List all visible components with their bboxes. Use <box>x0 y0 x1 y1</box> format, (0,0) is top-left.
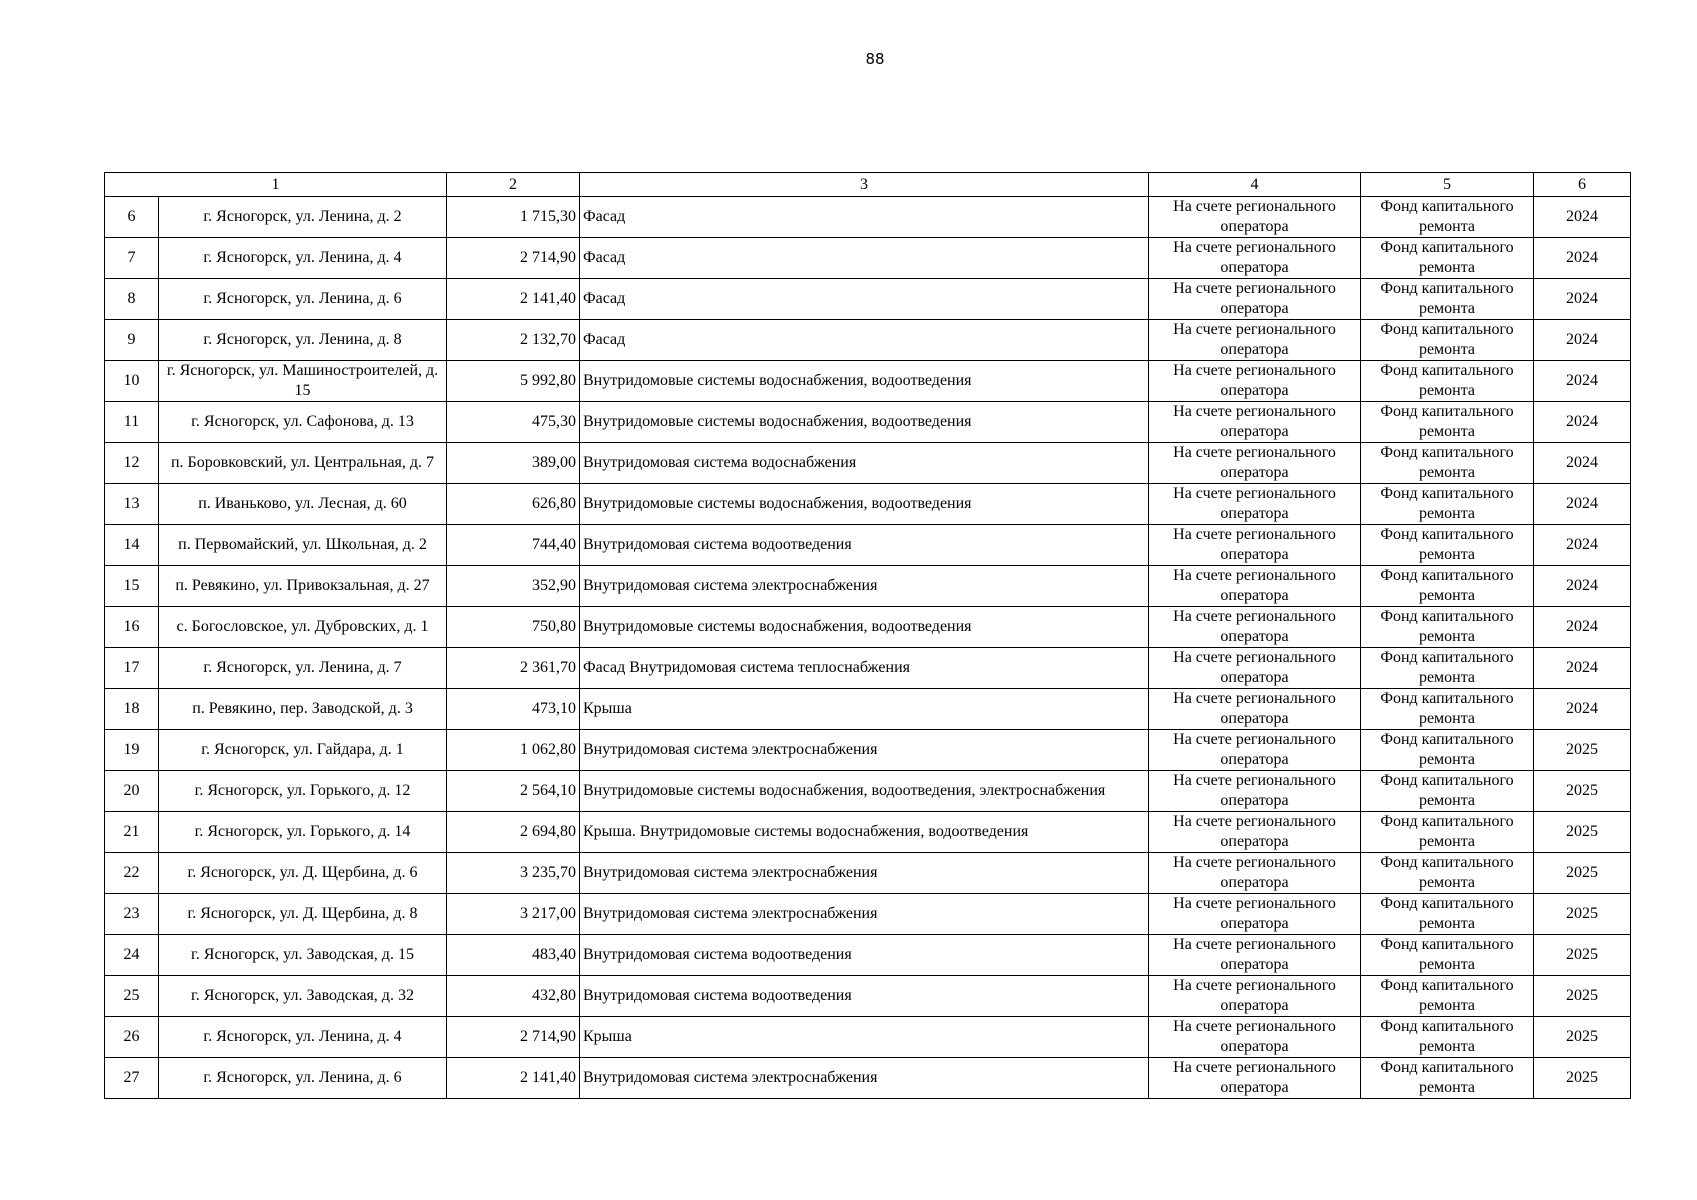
table-row <box>105 812 1631 853</box>
funding-source-cell: Фонд капитального ремонта <box>1361 607 1534 648</box>
fund-account-cell: На счете регионального оператора <box>1149 279 1361 320</box>
table-row <box>105 935 1631 976</box>
works-cell: Крыша. Внутридомовые системы водоснабжения, водоотведения <box>580 812 1149 853</box>
year-cell: 2024 <box>1534 238 1631 279</box>
page-number: 88 <box>865 50 885 68</box>
area-cell: 2 564,10 <box>447 771 580 812</box>
row-number: 15 <box>105 566 159 607</box>
row-number: 17 <box>105 648 159 689</box>
fund-account-cell: На счете регионального оператора <box>1149 525 1361 566</box>
header-cell-3: 3 <box>580 173 1149 197</box>
area-cell: 2 714,90 <box>447 1017 580 1058</box>
funding-source-cell: Фонд капитального ремонта <box>1361 238 1534 279</box>
address-cell: г. Ясногорск, ул. Д. Щербина, д. 8 <box>159 894 447 935</box>
year-cell: 2024 <box>1534 689 1631 730</box>
header-cell-5: 5 <box>1361 173 1534 197</box>
year-cell: 2024 <box>1534 197 1631 238</box>
address-cell: г. Ясногорск, ул. Машиностроителей, д. 15 <box>159 361 447 402</box>
table-body <box>105 197 1631 1099</box>
year-cell: 2024 <box>1534 320 1631 361</box>
row-number: 12 <box>105 443 159 484</box>
funding-source-cell: Фонд капитального ремонта <box>1361 443 1534 484</box>
address-cell: г. Ясногорск, ул. Ленина, д. 2 <box>159 197 447 238</box>
area-cell: 2 714,90 <box>447 238 580 279</box>
fund-account-cell: На счете регионального оператора <box>1149 894 1361 935</box>
area-cell: 2 132,70 <box>447 320 580 361</box>
year-cell: 2025 <box>1534 1058 1631 1099</box>
year-cell: 2024 <box>1534 648 1631 689</box>
funding-source-cell: Фонд капитального ремонта <box>1361 525 1534 566</box>
table-row <box>105 484 1631 525</box>
row-number: 7 <box>105 238 159 279</box>
row-number: 9 <box>105 320 159 361</box>
works-cell: Крыша <box>580 1017 1149 1058</box>
year-cell: 2024 <box>1534 607 1631 648</box>
area-cell: 626,80 <box>447 484 580 525</box>
funding-source-cell: Фонд капитального ремонта <box>1361 771 1534 812</box>
table-row <box>105 607 1631 648</box>
funding-source-cell: Фонд капитального ремонта <box>1361 689 1534 730</box>
row-number: 24 <box>105 935 159 976</box>
row-number: 19 <box>105 730 159 771</box>
address-cell: г. Ясногорск, ул. Ленина, д. 6 <box>159 1058 447 1099</box>
address-cell: г. Ясногорск, ул. Ленина, д. 7 <box>159 648 447 689</box>
capital-repair-table <box>104 172 1631 1099</box>
year-cell: 2024 <box>1534 402 1631 443</box>
table-row <box>105 689 1631 730</box>
address-cell: г. Ясногорск, ул. Ленина, д. 8 <box>159 320 447 361</box>
funding-source-cell: Фонд капитального ремонта <box>1361 976 1534 1017</box>
fund-account-cell: На счете регионального оператора <box>1149 730 1361 771</box>
area-cell: 2 361,70 <box>447 648 580 689</box>
works-cell: Внутридомовая система электроснабжения <box>580 566 1149 607</box>
works-cell: Фасад <box>580 279 1149 320</box>
table-row <box>105 1058 1631 1099</box>
funding-source-cell: Фонд капитального ремонта <box>1361 361 1534 402</box>
row-number: 11 <box>105 402 159 443</box>
works-cell: Внутридомовая система водоотведения <box>580 525 1149 566</box>
header-cell-6: 6 <box>1534 173 1631 197</box>
table-header-row <box>105 173 1631 197</box>
fund-account-cell: На счете регионального оператора <box>1149 853 1361 894</box>
area-cell: 2 141,40 <box>447 1058 580 1099</box>
table-row <box>105 894 1631 935</box>
funding-source-cell: Фонд капитального ремонта <box>1361 1058 1534 1099</box>
works-cell: Внутридомовые системы водоснабжения, водоотведения <box>580 484 1149 525</box>
year-cell: 2025 <box>1534 894 1631 935</box>
table-row <box>105 238 1631 279</box>
fund-account-cell: На счете регионального оператора <box>1149 812 1361 853</box>
fund-account-cell: На счете регионального оператора <box>1149 443 1361 484</box>
works-cell: Внутридомовые системы водоснабжения, водоотведения <box>580 402 1149 443</box>
table-row <box>105 320 1631 361</box>
address-cell: г. Ясногорск, ул. Горького, д. 14 <box>159 812 447 853</box>
fund-account-cell: На счете регионального оператора <box>1149 197 1361 238</box>
works-cell: Фасад Внутридомовая система теплоснабжения <box>580 648 1149 689</box>
area-cell: 2 141,40 <box>447 279 580 320</box>
table-row <box>105 730 1631 771</box>
funding-source-cell: Фонд капитального ремонта <box>1361 1017 1534 1058</box>
fund-account-cell: На счете регионального оператора <box>1149 976 1361 1017</box>
funding-source-cell: Фонд капитального ремонта <box>1361 566 1534 607</box>
table-row <box>105 197 1631 238</box>
table-row <box>105 976 1631 1017</box>
row-number: 16 <box>105 607 159 648</box>
table-row <box>105 1017 1631 1058</box>
area-cell: 3 217,00 <box>447 894 580 935</box>
works-cell: Крыша <box>580 689 1149 730</box>
row-number: 21 <box>105 812 159 853</box>
table-row <box>105 443 1631 484</box>
works-cell: Внутридомовая система водоотведения <box>580 935 1149 976</box>
table-row <box>105 402 1631 443</box>
works-cell: Фасад <box>580 238 1149 279</box>
area-cell: 744,40 <box>447 525 580 566</box>
address-cell: г. Ясногорск, ул. Заводская, д. 32 <box>159 976 447 1017</box>
table-row <box>105 566 1631 607</box>
row-number: 26 <box>105 1017 159 1058</box>
fund-account-cell: На счете регионального оператора <box>1149 402 1361 443</box>
fund-account-cell: На счете регионального оператора <box>1149 689 1361 730</box>
table-row <box>105 648 1631 689</box>
fund-account-cell: На счете регионального оператора <box>1149 484 1361 525</box>
works-cell: Внутридомовая система электроснабжения <box>580 1058 1149 1099</box>
address-cell: п. Первомайский, ул. Школьная, д. 2 <box>159 525 447 566</box>
row-number: 10 <box>105 361 159 402</box>
fund-account-cell: На счете регионального оператора <box>1149 238 1361 279</box>
area-cell: 2 694,80 <box>447 812 580 853</box>
area-cell: 1 062,80 <box>447 730 580 771</box>
header-cell-2: 2 <box>447 173 580 197</box>
address-cell: г. Ясногорск, ул. Гайдара, д. 1 <box>159 730 447 771</box>
funding-source-cell: Фонд капитального ремонта <box>1361 320 1534 361</box>
works-cell: Внутридомовые системы водоснабжения, водоотведения <box>580 361 1149 402</box>
address-cell: г. Ясногорск, ул. Горького, д. 12 <box>159 771 447 812</box>
fund-account-cell: На счете регионального оператора <box>1149 771 1361 812</box>
year-cell: 2025 <box>1534 935 1631 976</box>
year-cell: 2025 <box>1534 853 1631 894</box>
address-cell: г. Ясногорск, ул. Ленина, д. 4 <box>159 238 447 279</box>
year-cell: 2025 <box>1534 976 1631 1017</box>
address-cell: п. Боровковский, ул. Центральная, д. 7 <box>159 443 447 484</box>
area-cell: 3 235,70 <box>447 853 580 894</box>
fund-account-cell: На счете регионального оператора <box>1149 361 1361 402</box>
works-cell: Внутридомовая система электроснабжения <box>580 894 1149 935</box>
table-row <box>105 361 1631 402</box>
funding-source-cell: Фонд капитального ремонта <box>1361 197 1534 238</box>
row-number: 6 <box>105 197 159 238</box>
fund-account-cell: На счете регионального оператора <box>1149 935 1361 976</box>
row-number: 27 <box>105 1058 159 1099</box>
funding-source-cell: Фонд капитального ремонта <box>1361 484 1534 525</box>
funding-source-cell: Фонд капитального ремонта <box>1361 853 1534 894</box>
area-cell: 750,80 <box>447 607 580 648</box>
row-number: 20 <box>105 771 159 812</box>
row-number: 25 <box>105 976 159 1017</box>
works-cell: Внутридомовая система водоотведения <box>580 976 1149 1017</box>
area-cell: 5 992,80 <box>447 361 580 402</box>
address-cell: п. Иваньково, ул. Лесная, д. 60 <box>159 484 447 525</box>
row-number: 8 <box>105 279 159 320</box>
funding-source-cell: Фонд капитального ремонта <box>1361 935 1534 976</box>
row-number: 22 <box>105 853 159 894</box>
address-cell: г. Ясногорск, ул. Ленина, д. 6 <box>159 279 447 320</box>
fund-account-cell: На счете регионального оператора <box>1149 320 1361 361</box>
fund-account-cell: На счете регионального оператора <box>1149 607 1361 648</box>
year-cell: 2025 <box>1534 1017 1631 1058</box>
year-cell: 2025 <box>1534 812 1631 853</box>
works-cell: Внутридомовая система электроснабжения <box>580 730 1149 771</box>
row-number: 18 <box>105 689 159 730</box>
year-cell: 2024 <box>1534 525 1631 566</box>
year-cell: 2024 <box>1534 443 1631 484</box>
funding-source-cell: Фонд капитального ремонта <box>1361 648 1534 689</box>
year-cell: 2025 <box>1534 771 1631 812</box>
works-cell: Фасад <box>580 320 1149 361</box>
year-cell: 2024 <box>1534 566 1631 607</box>
area-cell: 352,90 <box>447 566 580 607</box>
address-cell: с. Богословское, ул. Дубровских, д. 1 <box>159 607 447 648</box>
year-cell: 2024 <box>1534 279 1631 320</box>
year-cell: 2024 <box>1534 361 1631 402</box>
funding-source-cell: Фонд капитального ремонта <box>1361 812 1534 853</box>
address-cell: п. Ревякино, пер. Заводской, д. 3 <box>159 689 447 730</box>
fund-account-cell: На счете регионального оператора <box>1149 648 1361 689</box>
area-cell: 475,30 <box>447 402 580 443</box>
area-cell: 483,40 <box>447 935 580 976</box>
table-row <box>105 771 1631 812</box>
row-number: 13 <box>105 484 159 525</box>
address-cell: г. Ясногорск, ул. Ленина, д. 4 <box>159 1017 447 1058</box>
header-cell-1: 1 <box>105 173 447 197</box>
year-cell: 2025 <box>1534 730 1631 771</box>
table-row <box>105 279 1631 320</box>
address-cell: г. Ясногорск, ул. Сафонова, д. 13 <box>159 402 447 443</box>
area-cell: 473,10 <box>447 689 580 730</box>
funding-source-cell: Фонд капитального ремонта <box>1361 279 1534 320</box>
table-row <box>105 853 1631 894</box>
fund-account-cell: На счете регионального оператора <box>1149 566 1361 607</box>
address-cell: г. Ясногорск, ул. Заводская, д. 15 <box>159 935 447 976</box>
fund-account-cell: На счете регионального оператора <box>1149 1058 1361 1099</box>
works-cell: Внутридомовые системы водоснабжения, водоотведения <box>580 607 1149 648</box>
area-cell: 432,80 <box>447 976 580 1017</box>
works-cell: Внутридомовая система электроснабжения <box>580 853 1149 894</box>
year-cell: 2024 <box>1534 484 1631 525</box>
area-cell: 389,00 <box>447 443 580 484</box>
area-cell: 1 715,30 <box>447 197 580 238</box>
address-cell: п. Ревякино, ул. Привокзальная, д. 27 <box>159 566 447 607</box>
table-row <box>105 525 1631 566</box>
row-number: 14 <box>105 525 159 566</box>
row-number: 23 <box>105 894 159 935</box>
address-cell: г. Ясногорск, ул. Д. Щербина, д. 6 <box>159 853 447 894</box>
header-cell-4: 4 <box>1149 173 1361 197</box>
fund-account-cell: На счете регионального оператора <box>1149 1017 1361 1058</box>
works-cell: Фасад <box>580 197 1149 238</box>
funding-source-cell: Фонд капитального ремонта <box>1361 894 1534 935</box>
works-cell: Внутридомовая система водоснабжения <box>580 443 1149 484</box>
funding-source-cell: Фонд капитального ремонта <box>1361 730 1534 771</box>
funding-source-cell: Фонд капитального ремонта <box>1361 402 1534 443</box>
works-cell: Внутридомовые системы водоснабжения, водоотведения, электроснабжения <box>580 771 1149 812</box>
